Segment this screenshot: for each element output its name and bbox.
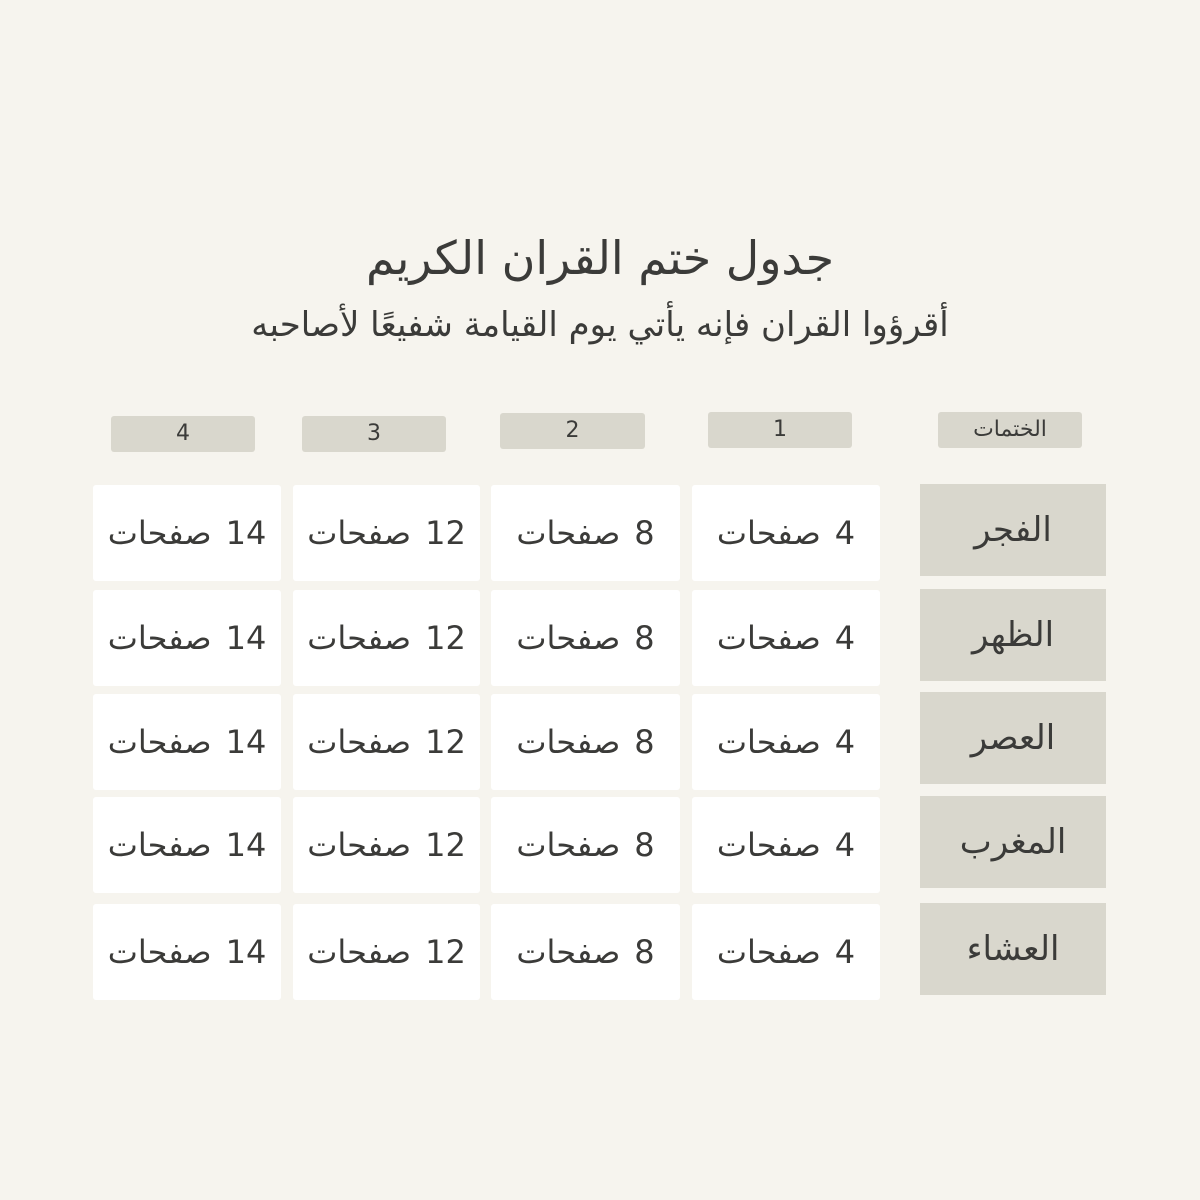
- page-count: 12: [425, 933, 466, 971]
- table-cell: [93, 904, 281, 1000]
- row-label: العشاء: [920, 903, 1106, 995]
- table-cell: [293, 590, 480, 686]
- table-cell: [293, 485, 480, 581]
- page-count: 12: [425, 514, 466, 552]
- page-unit: صفحات: [516, 723, 621, 761]
- table-cell: [293, 797, 480, 893]
- page-count: 8: [634, 723, 655, 761]
- page-unit: صفحات: [516, 826, 621, 864]
- page-count: 8: [634, 619, 655, 657]
- row-label: الفجر: [920, 484, 1106, 576]
- table-cell: [93, 485, 281, 581]
- page-count: 12: [425, 723, 466, 761]
- page-unit: صفحات: [307, 826, 412, 864]
- page-count: 8: [634, 514, 655, 552]
- table-cell: [692, 590, 880, 686]
- page-unit: صفحات: [516, 933, 621, 971]
- table-cell: [692, 797, 880, 893]
- row-label: العصر: [920, 692, 1106, 784]
- page-unit: صفحات: [107, 723, 212, 761]
- column-header-1: 1: [708, 412, 852, 448]
- page-unit: صفحات: [107, 619, 212, 657]
- page-count: 4: [834, 723, 856, 761]
- page-unit: صفحات: [716, 514, 821, 552]
- page-count: 4: [834, 514, 856, 552]
- page-unit: صفحات: [107, 826, 212, 864]
- page-unit: صفحات: [307, 514, 412, 552]
- page-unit: صفحات: [716, 619, 821, 657]
- page-unit: صفحات: [307, 619, 412, 657]
- table-cell: [491, 797, 680, 893]
- page-count: 12: [425, 826, 466, 864]
- page-unit: صفحات: [107, 514, 212, 552]
- table-cell: [692, 485, 880, 581]
- page-count: 14: [225, 723, 267, 761]
- page-count: 8: [634, 933, 655, 971]
- table-cell: [293, 694, 480, 790]
- table-cell: [692, 694, 880, 790]
- page-count: 14: [225, 619, 267, 657]
- page-unit: صفحات: [716, 826, 821, 864]
- page-count: 4: [834, 826, 856, 864]
- column-header-4: 4: [111, 416, 255, 452]
- page-count: 8: [634, 826, 655, 864]
- column-header-2: 2: [500, 413, 645, 449]
- table-cell: [93, 590, 281, 686]
- page-count: 14: [225, 933, 267, 971]
- page-unit: صفحات: [516, 514, 621, 552]
- page-count: 4: [834, 619, 856, 657]
- page-count: 14: [225, 826, 267, 864]
- page-unit: صفحات: [307, 933, 412, 971]
- row-label: الظهر: [920, 589, 1106, 681]
- table-cell: [491, 904, 680, 1000]
- page-unit: صفحات: [516, 619, 621, 657]
- row-label: المغرب: [920, 796, 1106, 888]
- table-cell: [93, 694, 281, 790]
- page-unit: صفحات: [107, 933, 212, 971]
- table-cell: [491, 590, 680, 686]
- page-unit: صفحات: [716, 723, 821, 761]
- table-cell: [93, 797, 281, 893]
- corner-header: الختمات: [938, 412, 1082, 448]
- page-unit: صفحات: [716, 933, 821, 971]
- page-count: 4: [834, 933, 856, 971]
- table-cell: [293, 904, 480, 1000]
- page-count: 14: [225, 514, 267, 552]
- page-subtitle: أقرؤوا القران فإنه يأتي يوم القيامة شفيعًا لأصاحبه: [251, 305, 949, 345]
- table-cell: [692, 904, 880, 1000]
- page-count: 12: [425, 619, 466, 657]
- page-unit: صفحات: [307, 723, 412, 761]
- column-header-3: 3: [302, 416, 446, 452]
- page-title: جدول ختم القران الكريم: [365, 231, 835, 285]
- table-cell: [491, 694, 680, 790]
- table-cell: [491, 485, 680, 581]
